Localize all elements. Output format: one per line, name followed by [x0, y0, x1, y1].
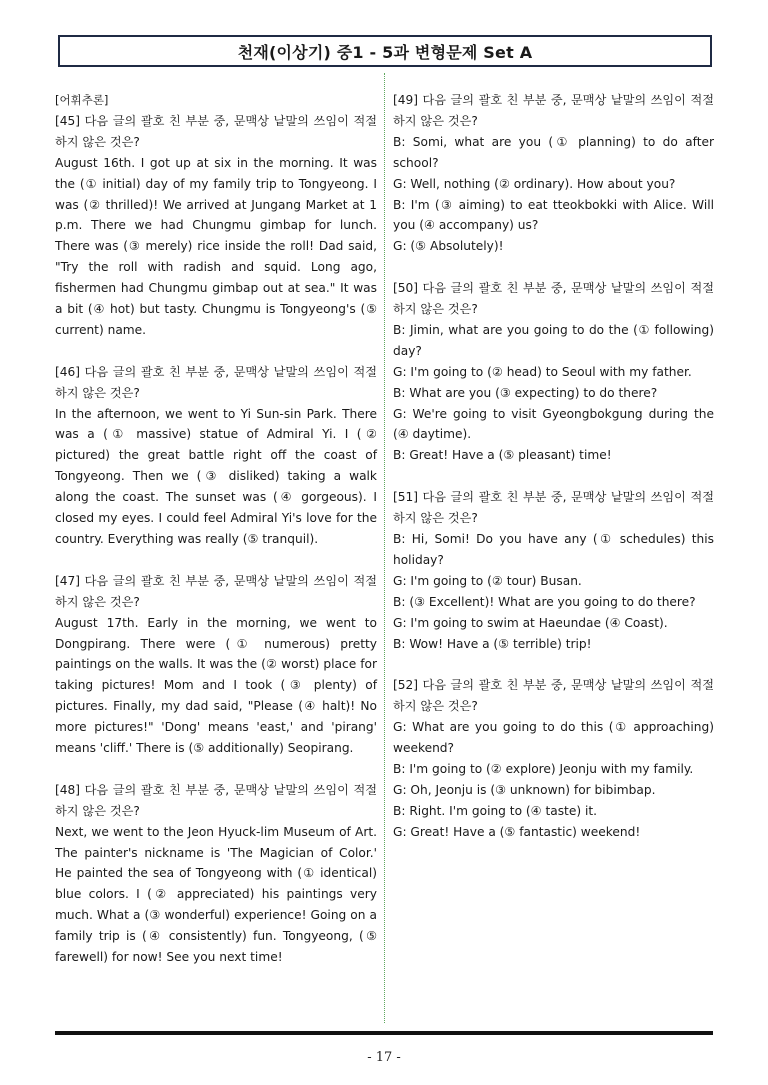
question-text: B: Wow! Have a (⑤ terrible) trip! — [393, 636, 592, 651]
question-text: B: I'm (③ aiming) to eat tteokbokki with Alice. Will you (④ accompany) us? — [393, 197, 714, 233]
question-text: B: Jimin, what are you going to do the (① following) day? — [393, 322, 714, 358]
question-prompt: [49] 다음 글의 괄호 친 부분 중, 문맥상 낱말의 쓰임이 적절하지 않은 것은? — [393, 93, 714, 128]
section-tag: [어휘추론] — [55, 93, 109, 107]
question-text: G: Great! Have a (⑤ fantastic) weekend! — [393, 824, 641, 839]
question-prompt: [52] 다음 글의 괄호 친 부분 중, 문맥상 낱말의 쓰임이 적절하지 않은 것은? — [393, 678, 714, 714]
right-question-list — [393, 90, 714, 843]
question-block — [393, 278, 714, 466]
question-text: G: We're going to visit Gyeongbokgung during the (④ daytime). — [393, 406, 714, 442]
question-text: B: Somi, what are you (① planning) to do after school? — [393, 134, 714, 170]
question-block — [393, 675, 714, 842]
question-prompt: [47] 다음 글의 괄호 친 부분 중, 문맥상 낱말의 쓰임이 적절하지 않은 것은? — [55, 573, 377, 609]
question-block — [55, 780, 377, 968]
left-question-list — [55, 111, 377, 968]
question-prompt: [50] 다음 글의 괄호 친 부분 중, 문맥상 낱말의 쓰임이 적절하지 않은 것은? — [393, 281, 714, 317]
column-divider — [384, 73, 385, 1023]
question-text: G: Well, nothing (② ordinary). How about you? — [393, 176, 676, 191]
question-text: B: I'm going to (② explore) Jeonju with my family. — [393, 761, 694, 776]
footer-rule — [55, 1031, 713, 1035]
question-text: G: Oh, Jeonju is (③ unknown) for bibimbap. — [393, 782, 656, 797]
question-text: B: (③ Excellent)! What are you going to do there? — [393, 594, 696, 609]
question-block — [55, 571, 377, 759]
question-text: In the afternoon, we went to Yi Sun-sin Park. There was a (① massive) statue of Admiral Yi. I (② pictured) the great battle right off the coast of Tongyeong. Then we (③ disliked) taking a walk along the coast. The sunset was (④ gorgeous). I closed my eyes. I could feel Admiral Yi's love for the country. Everything was really (⑤ tranquil). — [55, 406, 377, 547]
question-text: Next, we went to the Jeon Hyuck-lim Museum of Art. The painter's nickname is 'The Magician of Color.' He painted the sea of Tongyeong with (① identical) blue colors. I (② appreciated) his paintings very much. What a (③ wonderful) experience! Going on a family trip is (④ consistently) fun. Tongyeong, (⑤ farewell) for now! See you next time! — [55, 824, 377, 965]
document-title: 천재(이상기) 중1 - 5과 변형문제 Set A — [237, 42, 533, 62]
left-column — [55, 90, 377, 989]
question-block — [393, 90, 714, 257]
question-text: G: I'm going to (② head) to Seoul with my father. — [393, 364, 692, 379]
question-block — [55, 362, 377, 550]
page-number: - 17 - — [367, 1050, 401, 1065]
right-column — [393, 90, 714, 863]
question-text: B: Hi, Somi! Do you have any (① schedules) this holiday? — [393, 532, 714, 567]
question-text: B: Right. I'm going to (④ taste) it. — [393, 803, 597, 818]
question-prompt: [46] 다음 글의 괄호 친 부분 중, 문맥상 낱말의 쓰임이 적절하지 않은 것은? — [55, 364, 377, 400]
question-text: August 17th. Early in the morning, we went to Dongpirang. There were (① numerous) pretty paintings on the walls. It was the (② worst) place for taking pictures! Mom and I took (③ plenty) of pictures. Finally, my dad said, "Please (④ halt)! No more pictures!" 'Dong' means 'east,' and 'pirang' means 'cliff.' There is (⑤ additionally) Seopirang. — [55, 615, 377, 756]
question-text: G: (⑤ Absolutely)! — [393, 239, 504, 254]
question-block — [55, 111, 377, 341]
question-prompt: [45] 다음 글의 괄호 친 부분 중, 문맥상 낱말의 쓰임이 적절하지 않은 것은? — [55, 113, 377, 149]
question-text: G: What are you going to do this (① approaching) weekend? — [393, 720, 714, 756]
question-prompt: [48] 다음 글의 괄호 친 부분 중, 문맥상 낱말의 쓰임이 적절하지 않은 것은? — [55, 782, 377, 818]
question-text: B: Great! Have a (⑤ pleasant) time! — [393, 448, 612, 463]
question-text: G: I'm going to swim at Haeundae (④ Coast). — [393, 615, 668, 630]
question-text: B: What are you (③ expecting) to do there? — [393, 385, 658, 400]
question-text: August 16th. I got up at six in the morning. It was the (① initial) day of my family trip to Tongyeong. I was (② thrilled)! We arrived at Jungang Market at 1 p.m. There we had Chungmu gimbap for lunch. There was (③ merely) rice inside the roll! Dad said, "Try the roll with radish and squid. Long ago, fishermen had Chungmu gimbap out at sea." It was a bit (④ hot) but tasty. Chungmu is Tongyeong's (⑤ current) name. — [55, 155, 377, 337]
question-block — [393, 487, 714, 654]
question-text: G: I'm going to (② tour) Busan. — [393, 573, 582, 588]
document-title-box — [58, 35, 712, 67]
question-prompt: [51] 다음 글의 괄호 친 부분 중, 문맥상 낱말의 쓰임이 적절하지 않은 것은? — [393, 490, 714, 526]
